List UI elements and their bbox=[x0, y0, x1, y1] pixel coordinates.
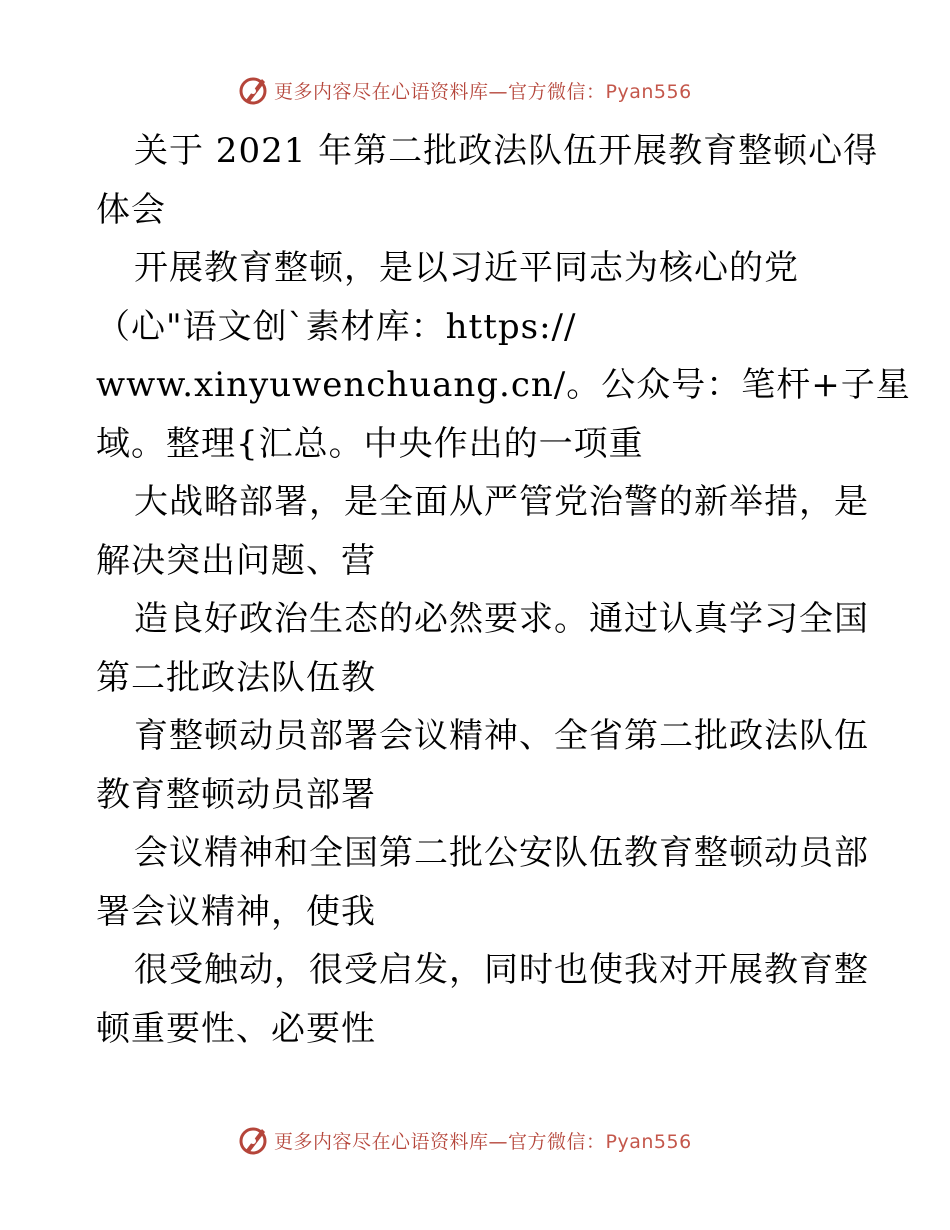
text-line: 育整顿动员部署会议精神、全省第二批政法队伍 bbox=[134, 716, 869, 756]
text-line: www.xinyuwenchuang.cn/。公众号：笔杆+子星 bbox=[96, 365, 911, 405]
text-line: 教育整顿动员部署 bbox=[96, 774, 376, 815]
text-line: 体会 bbox=[96, 189, 166, 230]
footer-watermark bbox=[236, 1122, 692, 1158]
watermark-text: 更多内容尽在心语资料库—官方微信：Pyan556 bbox=[274, 80, 692, 103]
document-body bbox=[96, 122, 911, 1058]
text-line: 大战略部署，是全面从严管党治警的新举措，是 bbox=[134, 482, 869, 522]
header-watermark bbox=[236, 72, 692, 108]
text-line: 域。整理{汇总。中央作出的一项重 bbox=[96, 423, 644, 464]
text-line: 很受触动，很受启发，同时也使我对开展教育整 bbox=[134, 950, 869, 990]
pen-logo-icon bbox=[236, 73, 270, 107]
watermark-text: 更多内容尽在心语资料库—官方微信：Pyan556 bbox=[274, 1130, 692, 1153]
text-line: 顿重要性、必要性 bbox=[96, 1008, 376, 1049]
text-line: 关于 2021 年第二批政法队伍开展教育整顿心得 bbox=[134, 131, 879, 171]
text-line: 会议精神和全国第二批公安队伍教育整顿动员部 bbox=[134, 833, 869, 873]
pen-logo-icon bbox=[236, 1123, 270, 1157]
text-line: 署会议精神，使我 bbox=[96, 891, 376, 932]
text-line: 造良好政治生态的必然要求。通过认真学习全国 bbox=[134, 599, 869, 639]
text-line: （心"语文创`素材库：https:// bbox=[96, 306, 577, 347]
text-line: 第二批政法队伍教 bbox=[96, 657, 376, 698]
text-line: 解决突出问题、营 bbox=[96, 540, 376, 581]
text-line: 开展教育整顿，是以习近平同志为核心的党 bbox=[134, 248, 799, 288]
